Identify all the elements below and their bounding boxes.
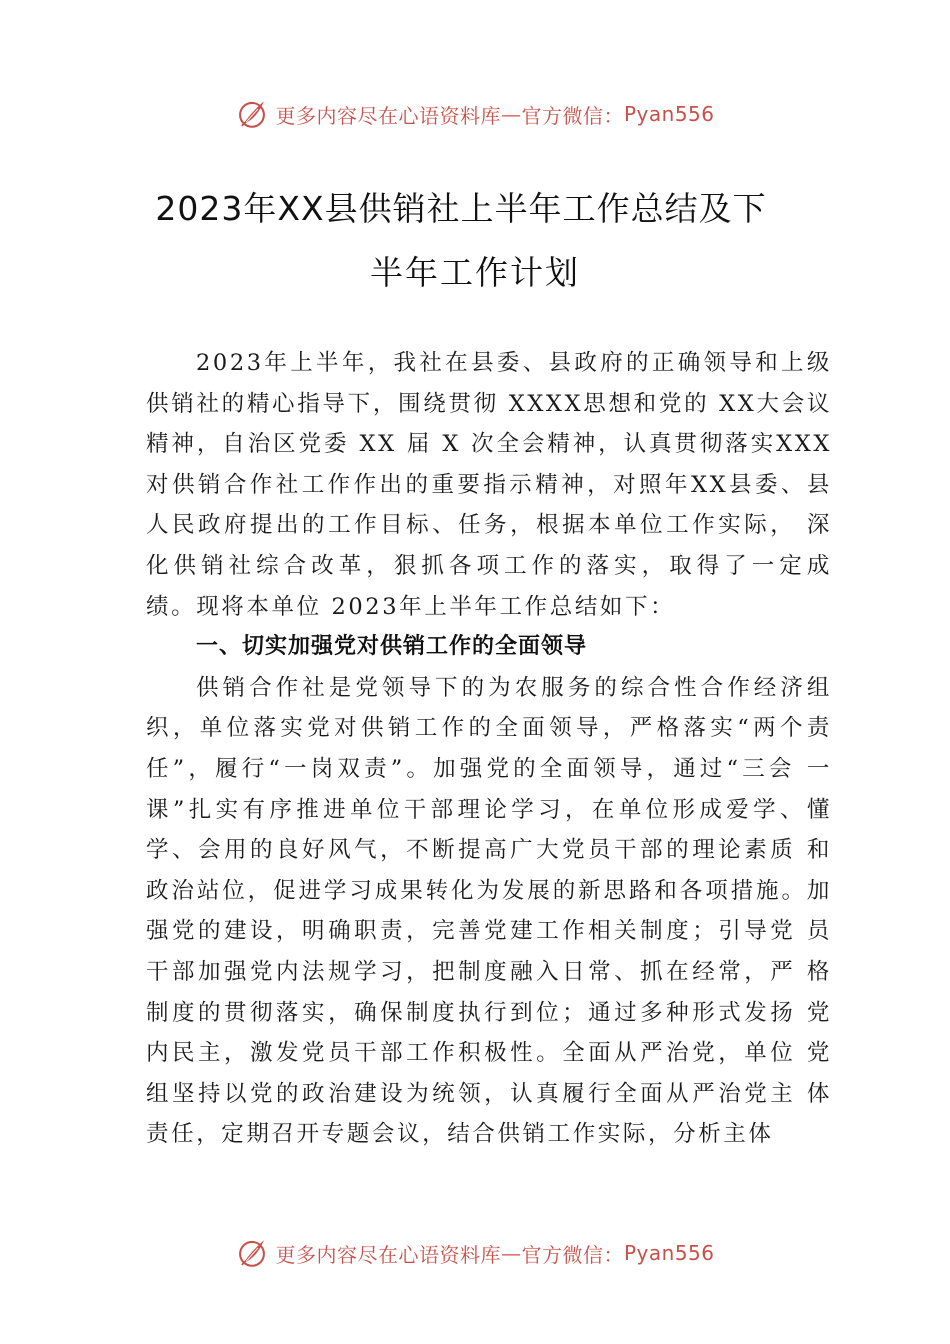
watermark-dash: — <box>500 1241 522 1265</box>
watermark-brand-text: 更多内容尽在心语资料库 <box>275 103 501 128</box>
quill-pen-logo-icon <box>235 1236 269 1270</box>
watermark-official-label: 官方微信： <box>521 1242 624 1267</box>
watermark-banner-bottom <box>0 1233 950 1273</box>
watermark-banner-top <box>0 94 950 134</box>
quill-pen-logo-icon <box>235 97 269 131</box>
watermark-official-label: 官方微信： <box>521 103 624 128</box>
document-title-line-1: 2023年XX县供销社上半年工作总结及下 <box>155 189 767 228</box>
section-1-heading: 一、切实加强党对供销工作的全面领导 <box>196 634 588 660</box>
intro-paragraph: 2023年上半年，我社在县委、县政府的正确领导和上级供销社的精心指导下，围绕贯彻 XXXX思想和党的 XX大会议精神，自治区党委 XX 届 X 次全会精神，认真贯彻落实XXX对供销合作社工作作出的重要指示精神，对照年XX县委、县人民政府提出的工作目标、任务，根据本单位工作实际， 深化供销社综合改革，狠抓各项工作的落实，取得了一定成 绩。现将本单位 2023年上半年工作总结如下： <box>146 350 832 620</box>
section-1-paragraph: 供销合作社是党领导下的为农服务的综合性合作经济组织，单位落实党对供销工作的全面领导，严格落实“两个责任”，履行“一岗双责”。加强党的全面领导，通过“三会 一课”扎实有序推进单位干部理论学习，在单位形成爱学、懂学、会用的良好风气，不断提高广大党员干部的理论素质 和政治站位，促进学习成果转化为发展的新思路和各项措施。加强党的建设，明确职责，完善党建工作相关制度；引导党 员干部加强党内法规学习，把制度融入日常、抓在经常，严 格制度的贯彻落实，确保制度执行到位；通过多种形式发扬 党内民主，激发党员干部工作积极性。全面从严治党，单位 党组坚持以党的政治建设为统领，认真履行全面从严治党主 体责任，定期召开专题会议，结合供销工作实际，分析主体 <box>146 674 832 1148</box>
watermark-wechat-id: Pyan556 <box>623 1241 715 1265</box>
watermark-brand-text: 更多内容尽在心语资料库 <box>275 1242 501 1267</box>
watermark-wechat-id: Pyan556 <box>623 102 715 126</box>
watermark-dash: — <box>500 102 522 126</box>
document-body <box>146 343 832 1155</box>
document-title-line-2: 半年工作计划 <box>370 253 580 292</box>
